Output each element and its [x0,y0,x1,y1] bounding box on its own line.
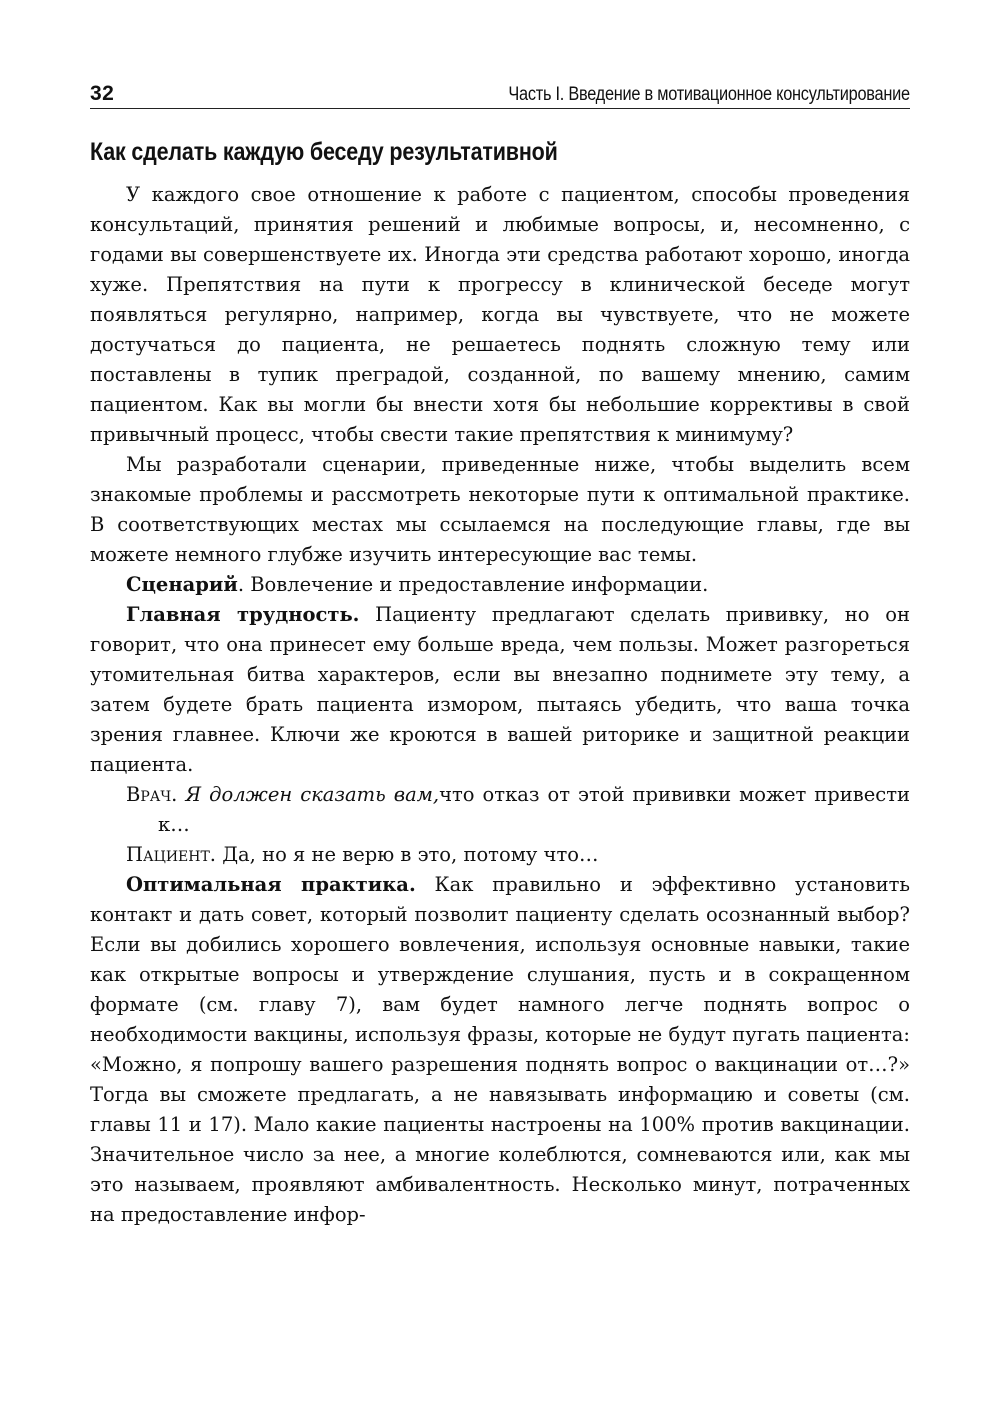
book-page [90,0,910,1420]
practice-text: Как правильно и эффективно установить контакт и дать совет, который позволит пациенту сделать осознанный выбор? Если вы добились хорошего вовлечения, используя основные навыки, такие как открытые вопросы и утверждение слушания, пусть и в сокращенном формате (см. главу 7), вам будет намного легче поднять вопрос о необходимости вакцины, используя фразы, которые не будут пугать пациента: «Можно, я попрошу вашего разрешения поднять вопрос о вакцинации от…?» Тогда вы сможете предлагать, а не навязывать информацию и советы (см. главы 11 и 17). Мало какие пациенты настроены на 100% против вакцинации. Значительное число за нее, а многие колеблются, сомневаются или, как мы это называем, проявляют амбивалентность. Несколько минут, потраченных на предоставление инфор- [90,873,910,1226]
section-heading: Как сделать каждую беседу результативной [90,138,558,166]
dialogue-doctor [90,780,910,840]
running-header [90,80,910,109]
doctor-italic: Я должен сказать вам, [185,783,440,806]
scenario-text: . Вовлечение и предоставление информации. [237,573,709,596]
body-text [90,180,910,1230]
running-title: Часть I. Введение в мотивационное консультирование [508,84,910,105]
page-number: 32 [90,82,115,105]
doctor-speaker: Врач. [126,783,178,806]
paragraph-practice [90,870,910,1230]
patient-speaker: Пациент. [126,843,216,866]
paragraph-intro: У каждого свое отношение к работе с пациентом, способы проведения консультаций, принятия решений и любимые вопросы, и, несомненно, с годами вы совершенствуете их. Иногда эти средства работают хорошо, иногда хуже. Препятствия на пути к прогрессу в клинической беседе могут появляться регулярно, например, когда вы чувствуете, что не можете достучаться до пациента, не решаетесь поднять сложную тему или поставлены в тупик преградой, созданной, по вашему мнению, самим пациентом. Как вы могли бы внести хотя бы небольшие коррективы в свой привычный процесс, чтобы свести такие препятствия к минимуму? [90,183,910,446]
dialogue-patient [90,840,910,870]
challenge-text: Пациенту предлагают сделать прививку, но он говорит, что она принесет ему больше вреда, чем пользы. Может разгореться утомительная битва характеров, если вы внезапно поднимете эту тему, а затем будете брать пациента измором, пытаясь убедить, что ваша точка зрения главнее. Ключи же кроются в вашей риторике и защитной реакции пациента. [90,603,910,776]
practice-label: Оптимальная практика. [126,873,416,896]
patient-text: Да, но я не верю в это, потому что… [216,843,599,866]
paragraph-scenarios: Мы разработали сценарии, приведенные ниже, чтобы выделить всем знакомые проблемы и рассмотреть некоторые пути к оптимальной практике. В соответствующих местах мы ссылаемся на последующие главы, где вы можете немного глубже изучить интересующие вас темы. [90,453,910,566]
challenge-label: Главная трудность. [126,603,360,626]
doctor-text: что отказ от этой прививки может привести к… [158,783,911,836]
scenario-label: Сценарий [126,573,238,596]
paragraph-challenge [90,600,910,780]
paragraph-scenario [90,570,910,600]
